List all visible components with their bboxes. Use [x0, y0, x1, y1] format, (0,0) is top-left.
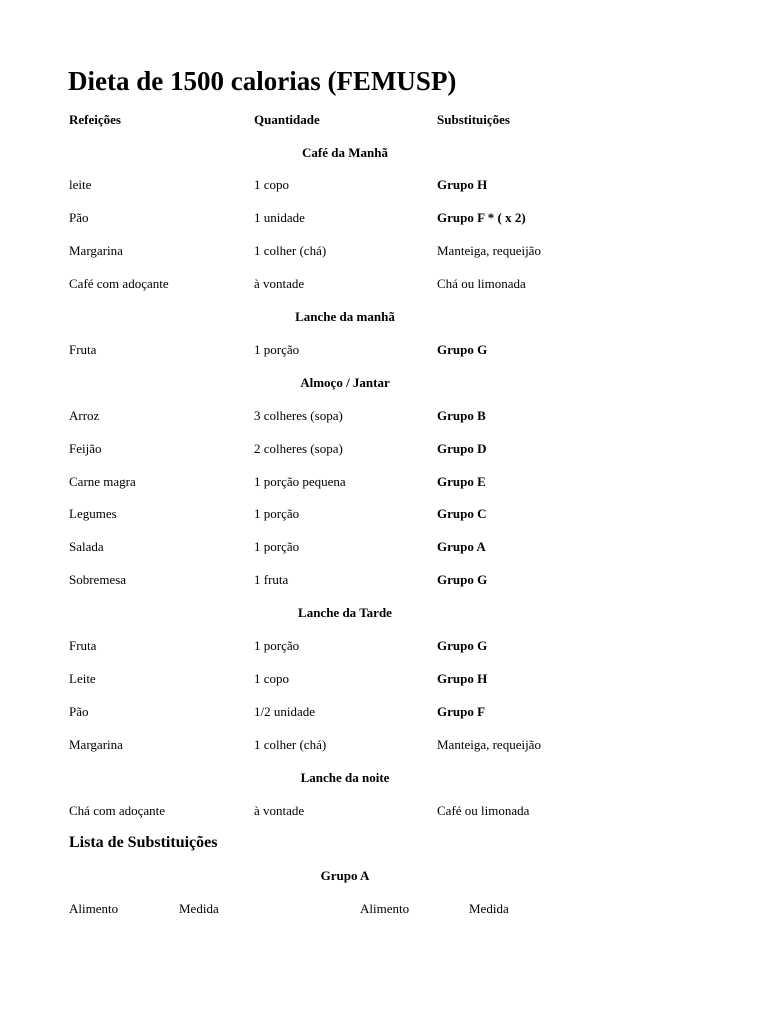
substitutions-title: Lista de Substituições [69, 834, 218, 851]
food-cell: Salada [69, 539, 104, 555]
section-title: Café da Manhã [302, 144, 388, 160]
table-row [0, 801, 768, 821]
food-cell: Margarina [69, 243, 123, 259]
quantity-cell: 1 colher (chá) [254, 736, 327, 752]
table-row [0, 504, 768, 524]
table-row [0, 274, 768, 294]
substitution-cell: Manteiga, requeijão [437, 736, 541, 752]
table-row [0, 735, 768, 755]
quantity-cell: 1 unidade [254, 210, 305, 226]
quantity-cell: 1 fruta [254, 572, 289, 588]
quantity-cell: 3 colheres (sopa) [254, 407, 343, 423]
section-title: Lanche da noite [300, 769, 390, 785]
table-row [0, 537, 768, 557]
section-title: Lanche da manhã [295, 309, 395, 324]
substitution-cell: Café ou limonada [437, 802, 530, 818]
food-cell: Sobremesa [69, 572, 127, 588]
food-cell: Arroz [69, 407, 100, 423]
col-medida-2: Medida [469, 901, 509, 916]
food-cell: Feijão [69, 440, 102, 456]
substitution-cell: Manteiga, requeijão [437, 243, 541, 259]
substitution-cell: Grupo C [437, 506, 487, 522]
substitution-cell: Grupo G [437, 638, 488, 653]
quantity-cell: 1/2 unidade [254, 703, 316, 719]
substitution-cell: Grupo D [437, 440, 487, 456]
col-medida-1: Medida [179, 901, 219, 916]
header-quantidade: Quantidade [254, 112, 320, 127]
quantity-cell: 2 colheres (sopa) [254, 440, 343, 456]
quantity-cell: 1 porção [254, 539, 300, 555]
substitution-cell: Grupo E [437, 473, 486, 489]
table-row [0, 406, 768, 426]
food-cell: Margarina [69, 736, 123, 752]
food-cell: Leite [69, 670, 96, 686]
quantity-cell: à vontade [254, 276, 305, 292]
table-row [0, 570, 768, 590]
substitution-cell: Chá ou limonada [437, 276, 526, 292]
header-refeicoes: Refeições [69, 112, 121, 127]
substitution-cell: Grupo B [437, 407, 486, 423]
substitution-cell: Grupo G [437, 341, 488, 357]
header-substituicoes: Substituições [437, 112, 510, 127]
table-row [0, 208, 768, 228]
section-title: Almoço / Jantar [300, 374, 390, 390]
table-row [0, 636, 768, 656]
food-cell: Fruta [69, 341, 97, 357]
quantity-cell: 1 porção [254, 638, 300, 653]
quantity-cell: 1 porção [254, 341, 300, 357]
group-title: Grupo A [320, 868, 370, 883]
food-cell: Carne magra [69, 473, 136, 489]
quantity-cell: 1 porção [254, 506, 300, 522]
quantity-cell: 1 porção pequena [254, 473, 346, 489]
table-row [0, 702, 768, 722]
substitution-cell: Grupo A [437, 539, 486, 555]
food-cell: Fruta [69, 638, 97, 653]
substitutions-header [0, 899, 768, 919]
col-alimento-1: Alimento [69, 901, 119, 916]
food-cell: Legumes [69, 506, 117, 522]
quantity-cell: 1 colher (chá) [254, 243, 327, 259]
quantity-cell: 1 copo [254, 670, 290, 686]
table-row [0, 340, 768, 360]
section-title: Lanche da Tarde [298, 605, 392, 621]
table-row [0, 175, 768, 195]
table-header [0, 110, 768, 130]
document-title: Dieta de 1500 calorias (FEMUSP) [68, 66, 457, 96]
table-row [0, 439, 768, 459]
food-cell: leite [69, 177, 92, 193]
food-cell: Chá com adoçante [69, 802, 166, 818]
quantity-cell: 1 copo [254, 177, 290, 193]
food-cell: Pão [69, 703, 89, 719]
food-cell: Pão [69, 210, 89, 226]
table-row [0, 472, 768, 492]
col-alimento-2: Alimento [360, 901, 410, 916]
table-row [0, 241, 768, 261]
table-row [0, 669, 768, 689]
substitution-cell: Grupo H [437, 177, 488, 193]
quantity-cell: à vontade [254, 802, 305, 818]
substitution-cell: Grupo G [437, 572, 488, 588]
substitution-cell: Grupo H [437, 670, 488, 686]
substitution-cell: Grupo F [437, 703, 486, 719]
food-cell: Café com adoçante [69, 276, 169, 292]
substitution-cell: Grupo F * ( x 2) [437, 210, 526, 226]
